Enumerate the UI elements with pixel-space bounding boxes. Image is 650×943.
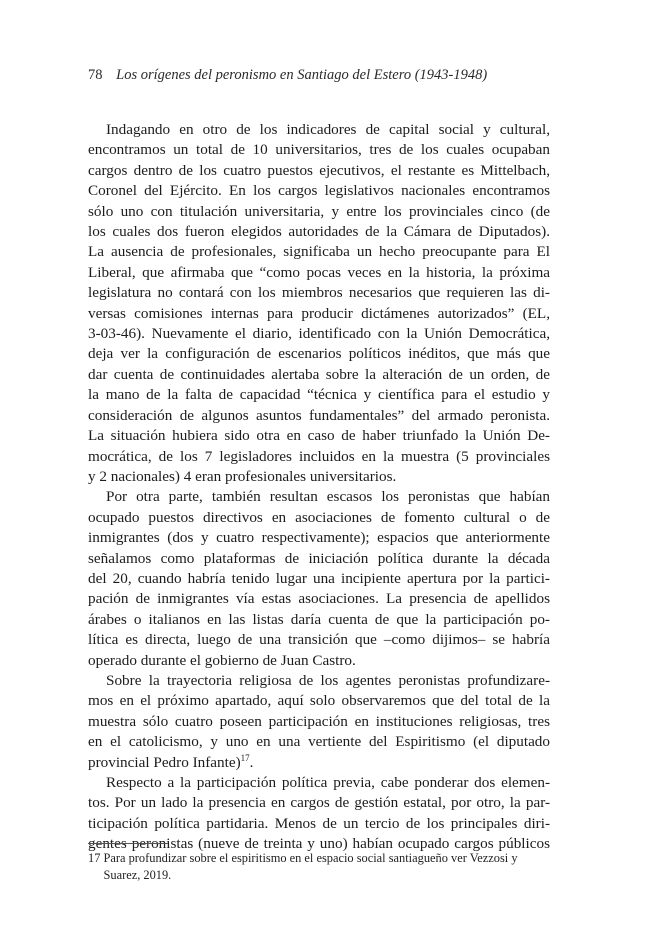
body-text: [88, 120, 550, 855]
text-line: mos en el próximo apartado, aquí solo observaremos que del total de la: [88, 692, 550, 710]
text-line: pación de inmigrantes vía estas asociaciones. La presencia de apellidos: [88, 590, 550, 608]
paragraph-3: [88, 671, 550, 773]
text-line: muestra sólo cuatro poseen participación en instituciones religiosas, tres: [88, 712, 550, 730]
text-line: legislatura no contará con los miembros necesarios que requieren las di-: [88, 284, 550, 302]
running-header: [88, 66, 487, 84]
running-title: Los orígenes del peronismo en Santiago del Estero (1943-1948): [116, 67, 488, 83]
footnote: [88, 850, 550, 883]
text-line: provincial Pedro Infante): [88, 753, 241, 771]
text-line: 3-03-46). Nuevamente el diario, identificado con la Unión Democrática,: [88, 325, 550, 343]
page-number: 78: [88, 67, 103, 83]
sentence-end: .: [249, 753, 254, 771]
text-line: lítica es directa, luego de una transición que –como dijimos– se habría: [88, 631, 550, 649]
text-line: sólo uno con titulación universitaria, y entre los provinciales cinco (de: [88, 202, 550, 220]
text-line: ocupado puestos directivos en asociaciones de fomento cultural o de: [88, 508, 550, 526]
footnote-reference: 17: [240, 752, 250, 763]
text-line: gentes peronistas (nueve de treinta y uno) habían ocupado cargos públicos: [88, 835, 550, 853]
text-line: la mano de la falta de capacidad “técnica y científica para el estudio y: [88, 386, 550, 404]
text-line: y 2 nacionales) 4 eran profesionales universitarios.: [88, 467, 397, 485]
text-line: señalamos como plataformas de iniciación política durante la década: [88, 549, 550, 567]
text-line: operado durante el gobierno de Juan Castro.: [88, 651, 356, 669]
footnote-divider: [88, 843, 168, 844]
text-line: deja ver la configuración de escenarios políticos inéditos, que más que: [88, 345, 550, 363]
text-line: del 20, cuando habría tenido lugar una incipiente apertura por la partici-: [88, 569, 550, 587]
text-line: en el catolicismo, y uno en una vertiente del Espiritismo (el diputado: [88, 733, 550, 751]
text-line: mocrática, de los 7 legisladores incluidos en la muestra (5 provinciales: [88, 447, 550, 465]
text-line: dar cuenta de continuidades alertaba sobre la alteración de un orden, de: [88, 365, 550, 383]
text-line: consideración de algunos asuntos fundamentales” del armado peronista.: [88, 406, 550, 424]
paragraph-2: [88, 487, 550, 671]
text-line: cargos dentro de los cuatro puestos ejecutivos, el restante es Mittelbach,: [88, 161, 550, 179]
text-line: Coronel del Ejército. En los cargos legislativos nacionales encontramos: [88, 182, 550, 200]
paragraph-1: [88, 120, 550, 487]
text-line: Liberal, que afirmaba que “como pocas veces en la historia, la próxima: [88, 263, 550, 281]
text-line: La situación hubiera sido otra en caso de haber triunfado la Unión De-: [88, 427, 550, 445]
text-line-with-footnote: [88, 753, 550, 773]
text-line: inmigrantes (dos y cuatro respectivamente); espacios que anteriormente: [88, 529, 550, 547]
text-line: La ausencia de profesionales, significaba un hecho preocupante para El: [88, 243, 550, 261]
text-line: Respecto a la participación política previa, cabe ponderar dos elemen-: [106, 774, 550, 791]
text-line: Por otra parte, también resultan escasos los peronistas que habían: [106, 488, 550, 506]
text-line: los cuales dos fueron elegidos autoridades de la Cámara de Diputados).: [88, 223, 550, 241]
text-line: versas comisiones internas para producir dictámenes autorizados” (EL,: [88, 304, 550, 322]
text-line: Indagando en otro de los indicadores de capital social y cultural,: [106, 121, 550, 138]
text-line: tos. Por un lado la presencia en cargos de gestión estatal, por otro, la par-: [88, 794, 550, 812]
text-line: Sobre la trayectoria religiosa de los agentes peronistas profundizare-: [106, 671, 550, 689]
footnote-line: Suarez, 2019.: [88, 867, 172, 882]
footnote-line: 17 Para profundizar sobre el espiritismo en el espacio social santiagueño ver Vezzosi y: [88, 851, 518, 865]
text-line: encontramos un total de 10 universitarios, tres de los cuales ocupaban: [88, 141, 550, 159]
text-line: ticipación política partidaria. Menos de un tercio de los principales diri-: [88, 814, 550, 832]
text-line: árabes o italianos en las listas daría cuenta de que la participación po-: [88, 610, 550, 628]
